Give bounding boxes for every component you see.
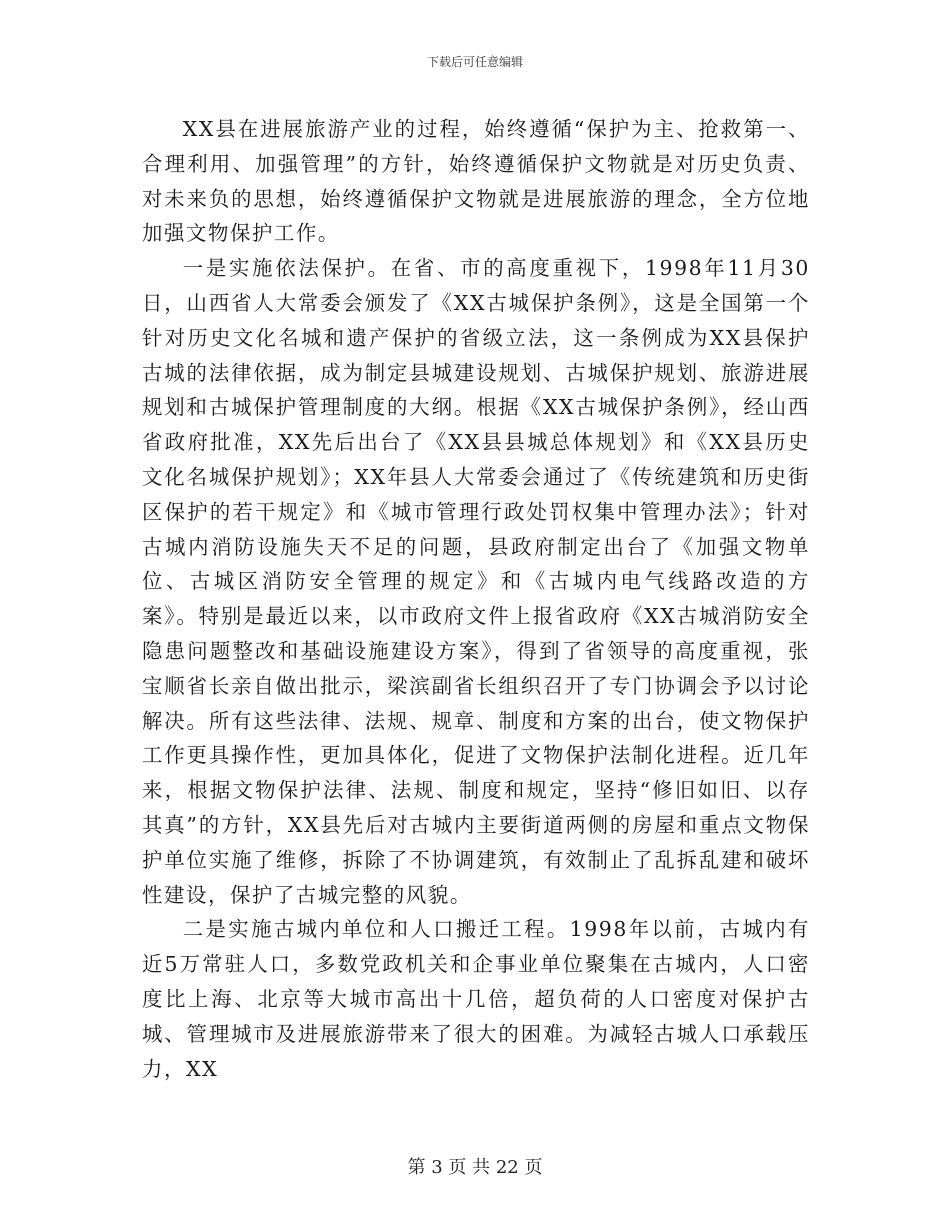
paragraph-intro: XX县在进展旅游产业的过程，始终遵循“保护为主、抢救第一、合理利用、加强管理”的方针，始终遵循保护文物就是对历史负责、对未来负的思想，始终遵循保护文物就是进展旅游的理念，全方位地加强文物保护工作。	[142, 117, 810, 246]
page-number-footer: 第 3 页 共 22 页	[407, 1157, 543, 1178]
document-body	[142, 112, 810, 1086]
paragraph-legal-protection: 一是实施依法保护。在省、市的高度重视下，1998年11月30日，山西省人大常委会颁发了《XX古城保护条例》，这是全国第一个针对历史文化名城和遗产保护的省级立法，这一条例成为XX县保护古城的法律依据，成为制定县城建设规划、古城保护规划、旅游进展规划和古城保护管理制度的大纲。根据《XX古城保护条例》，经山西省政府批准，XX先后出台了《XX县县城总体规划》和《XX县历史文化名城保护规划》；XX年县人大常委会通过了《传统建筑和历史街区保护的若干规定》和《城市管理行政处罚权集中管理办法》；针对古城内消防设施失天不足的问题，县政府制定出台了《加强文物单位、古城区消防安全管理的规定》和《古城内电气线路改造的方案》。特别是最近以来，以市政府文件上报省政府《XX古城消防安全隐患问题整改和基础设施建设方案》，得到了省领导的高度重视，张宝顺省长亲自做出批示，梁滨副省长组织召开了专门协调会予以讨论解决。所有这些法律、法规、规章、制度和方案的出台，使文物保护工作更具操作性，更加具体化，促进了文物保护法制化进程。近几年来，根据文物保护法律、法规、制度和规定，坚持“修旧如旧、以存其真”的方针，XX县先后对古城内主要街道两侧的房屋和重点文物保护单位实施了维修，拆除了不协调建筑，有效制止了乱拆乱建和破坏性建设，保护了古城完整的风貌。	[142, 256, 810, 907]
paragraph-relocation: 二是实施古城内单位和人口搬迁工程。1998年以前，古城内有近5万常驻人口，多数党政机关和企事业单位聚集在古城内，人口密度比上海、北京等大城市高出十几倍，超负荷的人口密度对保护古城、管理城市及进展旅游带来了很大的困难。为减轻古城人口承载压力，XX	[142, 917, 810, 1081]
page-header-note: 下载后可任意编辑	[426, 55, 523, 69]
